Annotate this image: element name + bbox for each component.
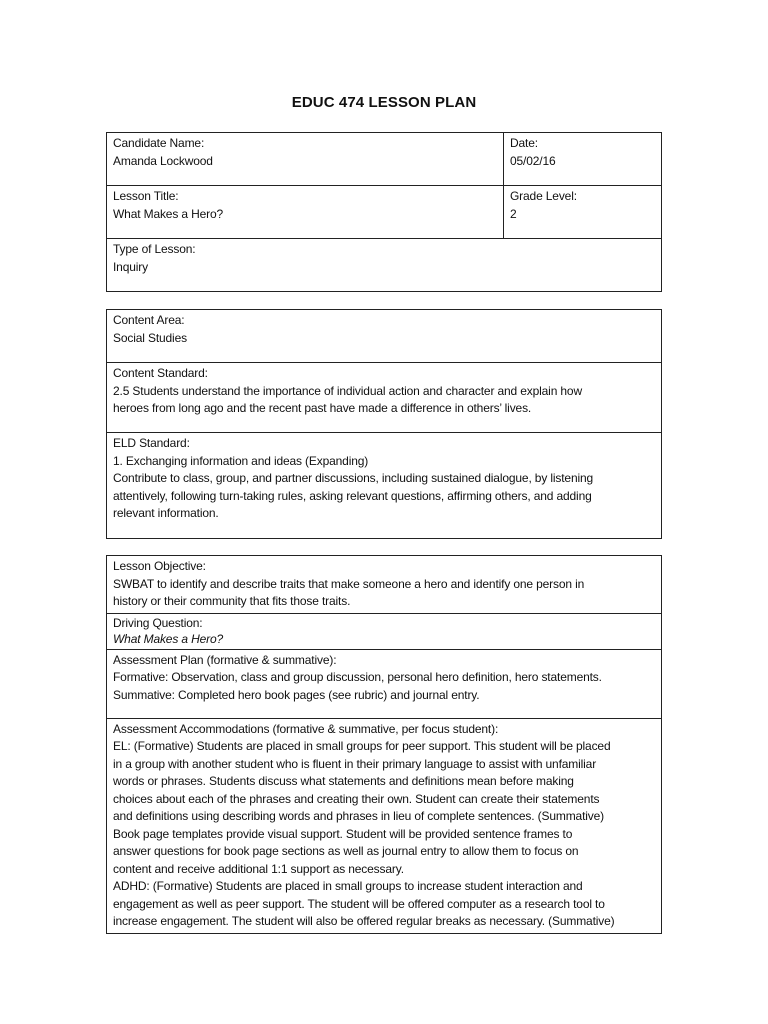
date-value: 05/02/16 — [510, 153, 556, 168]
eld-standard-cell — [107, 433, 662, 539]
header-row-type — [107, 239, 662, 292]
lesson-objective-cell — [107, 556, 662, 614]
assessment-plan-label: Assessment Plan (formative & summative): — [113, 652, 337, 667]
grade-level-label: Grade Level: — [510, 189, 577, 203]
assessment-accommodations-label: Assessment Accommodations (formative & summative, per focus student): — [113, 721, 499, 736]
page-title: EDUC 474 LESSON PLAN — [291, 94, 477, 111]
content-standard-cell — [107, 363, 662, 433]
content-standard-value: 2.5 Students understand the importance of individual action and character and explain how heroes from long ago and the recent past have made a difference in others’ lives. — [113, 383, 582, 415]
candidate-name-value: Amanda Lockwood — [113, 153, 213, 168]
lesson-objective-value: SWBAT to identify and describe traits that make someone a hero and identify one person in history or their community that fits those traits. — [113, 576, 585, 608]
grade-level-cell — [504, 186, 662, 239]
content-area-row — [107, 310, 662, 363]
lesson-objective-label: Lesson Objective: — [113, 559, 206, 573]
content-area-value: Social Studies — [113, 330, 187, 345]
eld-standard-row — [107, 433, 662, 539]
lesson-title-label: Lesson Title: — [113, 189, 179, 203]
candidate-name-label: Candidate Name: — [113, 136, 205, 150]
header-table — [106, 132, 662, 292]
assessment-plan-cell — [107, 649, 662, 718]
candidate-name-cell — [107, 133, 504, 186]
plan-table — [106, 555, 662, 934]
driving-question-value: What Makes a Hero? — [113, 631, 224, 646]
type-of-lesson-value: Inquiry — [113, 259, 148, 274]
date-cell — [504, 133, 662, 186]
lesson-title-value: What Makes a Hero? — [113, 206, 224, 221]
content-standard-label: Content Standard: — [113, 366, 208, 380]
standards-table — [106, 309, 662, 539]
driving-question-label: Driving Question: — [113, 615, 203, 630]
eld-standard-value: 1. Exchanging information and ideas (Expanding) Contribute to class, group, and partner discussions, including sustained dialogue, by listening attentively, following turn-taking rules, asking relevant questions, affirming others, and adding relevant information. — [113, 453, 594, 520]
lesson-objective-row — [107, 556, 662, 614]
assessment-accommodations-value: EL: (Formative) Students are placed in small groups for peer support. This student will be placed in a group with another student who is fluent in their primary language to assist with unfamiliar words or phrases. Students discuss what statements and definitions mean before making choices about each of the phrases and creating their own. Student can create their statements and definitions using describing words and phrases in lieu of complete sentences. (Summative) Book page templates provide visual support. Student will be provided sentence frames to answer questions for book page sections as well as journal entry to allow them to focus on content and receive additional 1:1 support as necessary. ADHD: (Formative) Students are placed in small groups to increase student interaction and engagement as well as peer support. The student will be offered computer as a research tool to increase engagement. The student will also be offered regular breaks as necessary. (Summative) — [113, 739, 615, 928]
content-area-cell — [107, 310, 662, 363]
driving-question-row — [107, 613, 662, 649]
header-row-lesson — [107, 186, 662, 239]
type-of-lesson-label: Type of Lesson: — [113, 242, 196, 256]
content-standard-row — [107, 363, 662, 433]
assessment-accommodations-row — [107, 718, 662, 933]
eld-standard-label: ELD Standard: — [113, 436, 190, 450]
driving-question-cell — [107, 613, 662, 649]
assessment-plan-value: Formative: Observation, class and group discussion, personal hero definition, hero statements. Summative: Completed hero book pages (see rubric) and journal entry. — [113, 670, 602, 702]
header-row-candidate — [107, 133, 662, 186]
type-of-lesson-cell — [107, 239, 662, 292]
lesson-title-cell — [107, 186, 504, 239]
content-area-label: Content Area: — [113, 313, 185, 327]
grade-level-value: 2 — [510, 206, 517, 221]
assessment-plan-row — [107, 649, 662, 718]
date-label: Date: — [510, 136, 538, 150]
assessment-accommodations-cell — [107, 718, 662, 933]
